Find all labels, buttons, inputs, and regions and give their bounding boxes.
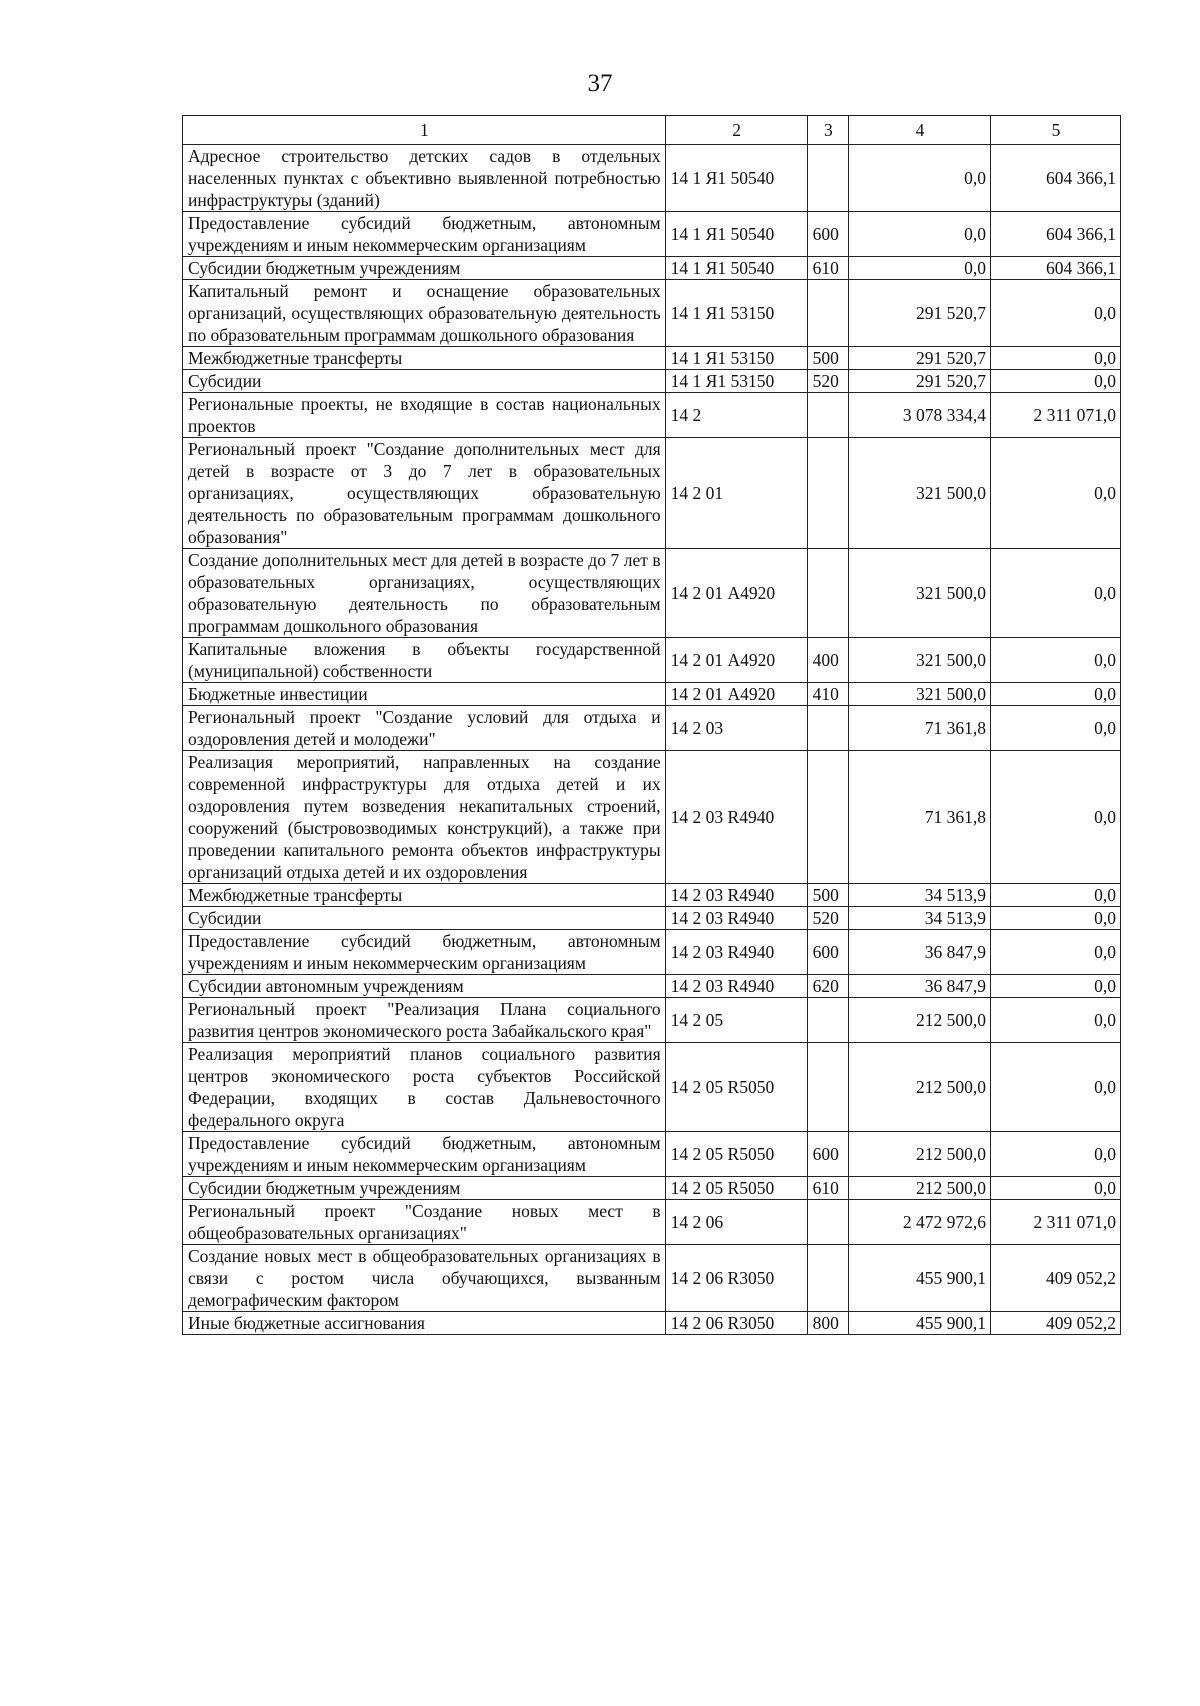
amount-column-5: 0,0 — [991, 751, 1121, 884]
item-name: Региональные проекты, не входящие в состав национальных проектов — [183, 393, 666, 438]
target-article-code: 14 1 Я1 50540 — [665, 212, 807, 257]
target-article-code: 14 2 01 А4920 — [665, 549, 807, 638]
item-name: Капитальный ремонт и оснащение образовательных организаций, осуществляющих образовательную деятельность по образовательным программам дошкольного образования — [183, 280, 666, 347]
table-row — [183, 907, 1121, 930]
table-row — [183, 347, 1121, 370]
item-name: Региональный проект "Реализация Плана социального развития центров экономического роста Забайкальского края" — [183, 998, 666, 1043]
expense-type-code: 610 — [807, 257, 848, 280]
amount-column-5: 0,0 — [991, 1043, 1121, 1132]
budget-table — [182, 115, 1121, 1335]
expense-type-code — [807, 438, 848, 549]
amount-column-4: 212 500,0 — [849, 1132, 991, 1177]
table-row — [183, 884, 1121, 907]
table-row — [183, 1312, 1121, 1335]
expense-type-code — [807, 549, 848, 638]
amount-column-4: 34 513,9 — [849, 884, 991, 907]
page-number: 37 — [587, 70, 613, 97]
table-row — [183, 998, 1121, 1043]
expense-type-code — [807, 706, 848, 751]
column-header: 2 — [665, 116, 807, 145]
amount-column-5: 0,0 — [991, 706, 1121, 751]
expense-type-code: 520 — [807, 907, 848, 930]
target-article-code: 14 1 Я1 50540 — [665, 145, 807, 212]
amount-column-5: 409 052,2 — [991, 1312, 1121, 1335]
expense-type-code: 600 — [807, 930, 848, 975]
amount-column-5: 0,0 — [991, 1132, 1121, 1177]
column-header: 3 — [807, 116, 848, 145]
table-row — [183, 393, 1121, 438]
target-article-code: 14 2 03 R4940 — [665, 930, 807, 975]
target-article-code: 14 2 06 R3050 — [665, 1312, 807, 1335]
amount-column-5: 409 052,2 — [991, 1245, 1121, 1312]
item-name: Межбюджетные трансферты — [183, 884, 666, 907]
amount-column-5: 604 366,1 — [991, 145, 1121, 212]
item-name: Создание новых мест в общеобразовательных организациях в связи с ростом числа обучающихся, вызванным демографическим фактором — [183, 1245, 666, 1312]
amount-column-5: 0,0 — [991, 347, 1121, 370]
item-name: Субсидии бюджетным учреждениям — [183, 257, 666, 280]
table-body — [183, 145, 1121, 1335]
amount-column-4: 34 513,9 — [849, 907, 991, 930]
amount-column-5: 0,0 — [991, 975, 1121, 998]
column-header: 4 — [849, 116, 991, 145]
target-article-code: 14 2 03 R4940 — [665, 907, 807, 930]
item-name: Создание дополнительных мест для детей в возрасте до 7 лет в образовательных организациях, осуществляющих образовательную деятельность по образовательным программам дошкольного образования — [183, 549, 666, 638]
item-name: Региональный проект "Создание дополнительных мест для детей в возрасте от 3 до 7 лет в образовательных организациях, осуществляющих образовательную деятельность по образовательным программам дошкольного образования" — [183, 438, 666, 549]
item-name: Реализация мероприятий планов социального развития центров экономического роста субъектов Российской Федерации, входящих в состав Дальневосточного федерального округа — [183, 1043, 666, 1132]
expense-type-code — [807, 393, 848, 438]
amount-column-4: 212 500,0 — [849, 1043, 991, 1132]
item-name: Субсидии бюджетным учреждениям — [183, 1177, 666, 1200]
amount-column-4: 36 847,9 — [849, 975, 991, 998]
item-name: Капитальные вложения в объекты государственной (муниципальной) собственности — [183, 638, 666, 683]
table-header-row — [183, 116, 1121, 145]
target-article-code: 14 1 Я1 53150 — [665, 280, 807, 347]
amount-column-4: 71 361,8 — [849, 706, 991, 751]
table-row — [183, 930, 1121, 975]
amount-column-5: 0,0 — [991, 907, 1121, 930]
table-row — [183, 683, 1121, 706]
amount-column-5: 0,0 — [991, 549, 1121, 638]
amount-column-4: 212 500,0 — [849, 998, 991, 1043]
table-row — [183, 1043, 1121, 1132]
target-article-code: 14 2 03 R4940 — [665, 751, 807, 884]
table-row — [183, 975, 1121, 998]
expense-type-code: 620 — [807, 975, 848, 998]
table-row — [183, 145, 1121, 212]
target-article-code: 14 2 01 А4920 — [665, 683, 807, 706]
target-article-code: 14 2 03 R4940 — [665, 975, 807, 998]
amount-column-5: 0,0 — [991, 370, 1121, 393]
amount-column-5: 0,0 — [991, 930, 1121, 975]
table-row — [183, 438, 1121, 549]
target-article-code: 14 2 06 — [665, 1200, 807, 1245]
table-row — [183, 706, 1121, 751]
amount-column-5: 0,0 — [991, 683, 1121, 706]
target-article-code: 14 2 05 R5050 — [665, 1177, 807, 1200]
target-article-code: 14 1 Я1 53150 — [665, 370, 807, 393]
item-name: Бюджетные инвестиции — [183, 683, 666, 706]
target-article-code: 14 2 05 R5050 — [665, 1043, 807, 1132]
amount-column-5: 0,0 — [991, 280, 1121, 347]
amount-column-5: 2 311 071,0 — [991, 393, 1121, 438]
item-name: Предоставление субсидий бюджетным, автономным учреждениям и иным некоммерческим организациям — [183, 212, 666, 257]
amount-column-4: 0,0 — [849, 145, 991, 212]
amount-column-4: 2 472 972,6 — [849, 1200, 991, 1245]
target-article-code: 14 2 05 — [665, 998, 807, 1043]
expense-type-code — [807, 1245, 848, 1312]
target-article-code: 14 2 03 R4940 — [665, 884, 807, 907]
expense-type-code: 500 — [807, 884, 848, 907]
item-name: Адресное строительство детских садов в отдельных населенных пунктах с объективно выявленной потребностью инфраструктуры (зданий) — [183, 145, 666, 212]
target-article-code: 14 1 Я1 53150 — [665, 347, 807, 370]
amount-column-5: 0,0 — [991, 998, 1121, 1043]
expense-type-code — [807, 1043, 848, 1132]
amount-column-5: 0,0 — [991, 638, 1121, 683]
table-row — [183, 257, 1121, 280]
table-row — [183, 1177, 1121, 1200]
amount-column-4: 36 847,9 — [849, 930, 991, 975]
item-name: Субсидии — [183, 370, 666, 393]
item-name: Предоставление субсидий бюджетным, автономным учреждениям и иным некоммерческим организациям — [183, 1132, 666, 1177]
amount-column-4: 455 900,1 — [849, 1245, 991, 1312]
table-row — [183, 549, 1121, 638]
item-name: Реализация мероприятий, направленных на создание современной инфраструктуры для отдыха детей и их оздоровления путем возведения некапитальных строений, сооружений (быстровозводимых конструкций), а также при проведении капитального ремонта объектов инфраструктуры организаций отдыха детей и их оздоровления — [183, 751, 666, 884]
expense-type-code — [807, 280, 848, 347]
target-article-code: 14 2 06 R3050 — [665, 1245, 807, 1312]
amount-column-4: 291 520,7 — [849, 370, 991, 393]
expense-type-code: 520 — [807, 370, 848, 393]
target-article-code: 14 2 — [665, 393, 807, 438]
amount-column-4: 71 361,8 — [849, 751, 991, 884]
amount-column-4: 455 900,1 — [849, 1312, 991, 1335]
table-row — [183, 1245, 1121, 1312]
amount-column-5: 2 311 071,0 — [991, 1200, 1121, 1245]
amount-column-4: 212 500,0 — [849, 1177, 991, 1200]
amount-column-5: 0,0 — [991, 884, 1121, 907]
item-name: Региональный проект "Создание условий для отдыха и оздоровления детей и молодежи" — [183, 706, 666, 751]
column-header: 5 — [991, 116, 1121, 145]
item-name: Иные бюджетные ассигнования — [183, 1312, 666, 1335]
expense-type-code: 400 — [807, 638, 848, 683]
expense-type-code: 600 — [807, 1132, 848, 1177]
expense-type-code — [807, 751, 848, 884]
table-row — [183, 1200, 1121, 1245]
expense-type-code — [807, 145, 848, 212]
amount-column-4: 3 078 334,4 — [849, 393, 991, 438]
table-row — [183, 751, 1121, 884]
amount-column-5: 604 366,1 — [991, 212, 1121, 257]
table-row — [183, 280, 1121, 347]
amount-column-4: 321 500,0 — [849, 549, 991, 638]
amount-column-4: 291 520,7 — [849, 347, 991, 370]
table-row — [183, 370, 1121, 393]
item-name: Субсидии — [183, 907, 666, 930]
amount-column-4: 0,0 — [849, 212, 991, 257]
expense-type-code — [807, 998, 848, 1043]
item-name: Предоставление субсидий бюджетным, автономным учреждениям и иным некоммерческим организациям — [183, 930, 666, 975]
expense-type-code — [807, 1200, 848, 1245]
expense-type-code: 410 — [807, 683, 848, 706]
amount-column-5: 0,0 — [991, 1177, 1121, 1200]
expense-type-code: 610 — [807, 1177, 848, 1200]
expense-type-code: 500 — [807, 347, 848, 370]
amount-column-5: 604 366,1 — [991, 257, 1121, 280]
amount-column-5: 0,0 — [991, 438, 1121, 549]
amount-column-4: 291 520,7 — [849, 280, 991, 347]
target-article-code: 14 2 03 — [665, 706, 807, 751]
table-row — [183, 638, 1121, 683]
expense-type-code: 600 — [807, 212, 848, 257]
amount-column-4: 321 500,0 — [849, 638, 991, 683]
item-name: Региональный проект "Создание новых мест в общеобразовательных организациях" — [183, 1200, 666, 1245]
target-article-code: 14 2 01 А4920 — [665, 638, 807, 683]
target-article-code: 14 2 01 — [665, 438, 807, 549]
expense-type-code: 800 — [807, 1312, 848, 1335]
amount-column-4: 321 500,0 — [849, 438, 991, 549]
column-header: 1 — [183, 116, 666, 145]
table-row — [183, 212, 1121, 257]
item-name: Межбюджетные трансферты — [183, 347, 666, 370]
item-name: Субсидии автономным учреждениям — [183, 975, 666, 998]
target-article-code: 14 1 Я1 50540 — [665, 257, 807, 280]
table-row — [183, 1132, 1121, 1177]
amount-column-4: 321 500,0 — [849, 683, 991, 706]
amount-column-4: 0,0 — [849, 257, 991, 280]
target-article-code: 14 2 05 R5050 — [665, 1132, 807, 1177]
